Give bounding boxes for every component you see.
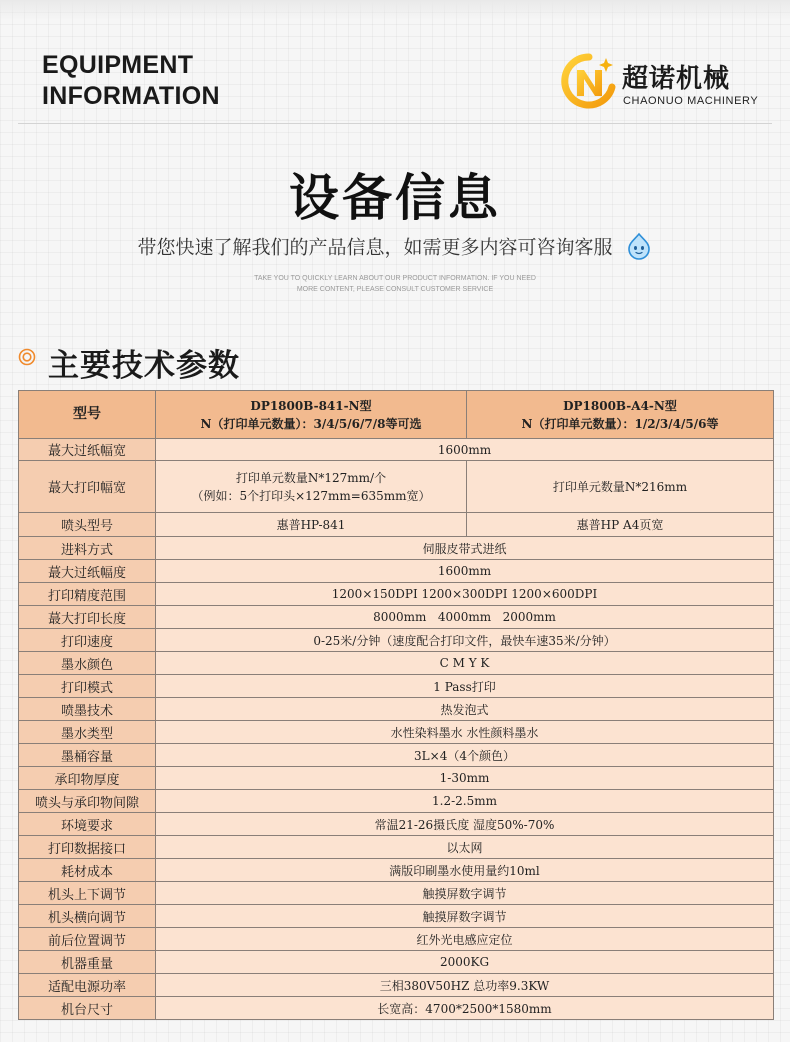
table-row [19, 882, 774, 905]
table-row [19, 951, 774, 974]
logo-chinese-name: 超诺机械 [622, 64, 731, 94]
row-value: 水性染料墨水 水性颜料墨水 [156, 721, 774, 744]
table-row [19, 744, 774, 767]
row-value: 1600mm [156, 439, 774, 461]
row-value: C M Y K [156, 652, 774, 675]
row-value: 三相380V50HZ 总功率9.3KW [156, 974, 774, 997]
table-row [19, 905, 774, 928]
header-model-label: 型号 [19, 391, 156, 439]
page-title: 设备信息 [289, 169, 501, 227]
row-value: 0-25米/分钟（速度配合打印文件，最快车速35米/分钟） [156, 629, 774, 652]
row-label: 耗材成本 [19, 859, 156, 882]
row-label: 墨桶容量 [19, 744, 156, 767]
row-label: 机头上下调节 [19, 882, 156, 905]
table-row [19, 790, 774, 813]
row-label: 喷墨技术 [19, 698, 156, 721]
subtitle-text: 带您快速了解我们的产品信息，如需更多内容可咨询客服 [137, 236, 613, 259]
row-label: 墨水类型 [19, 721, 156, 744]
row-label: 适配电源功率 [19, 974, 156, 997]
table-row [19, 997, 774, 1020]
table-row [19, 560, 774, 583]
table-row [19, 767, 774, 790]
row-value-a-line-1: 打印单元数量N*127mm/个 [235, 470, 387, 485]
eq-line-2: INFORMATION [42, 82, 220, 110]
table-row [19, 698, 774, 721]
model-b-units: N（打印单元数量）：1/2/3/4/5/6等 [521, 416, 719, 431]
row-label: 喷头型号 [19, 513, 156, 537]
row-label: 蕞大打印长度 [19, 606, 156, 629]
row-value: 红外光电感应定位 [156, 928, 774, 951]
equipment-information-heading [42, 50, 220, 112]
table-row [19, 513, 774, 537]
table-row [19, 606, 774, 629]
table-row [19, 813, 774, 836]
header-divider [18, 123, 772, 124]
customer-service-icon [625, 232, 653, 260]
row-label: 机头横向调节 [19, 905, 156, 928]
row-value: 1.2-2.5mm [156, 790, 774, 813]
table-header-row [19, 391, 774, 439]
row-value: 热发泡式 [156, 698, 774, 721]
row-label: 蕞大过纸幅宽 [19, 439, 156, 461]
table-row [19, 439, 774, 461]
row-label: 喷头与承印物间隙 [19, 790, 156, 813]
table-row [19, 583, 774, 606]
row-value: 触摸屏数字调节 [156, 905, 774, 928]
row-value: 1 Pass打印 [156, 675, 774, 698]
row-label: 蕞大过纸幅度 [19, 560, 156, 583]
row-value-a: 惠普HP-841 [156, 513, 467, 537]
row-value-a [156, 461, 467, 513]
row-value: 1-30mm [156, 767, 774, 790]
row-value: 满版印刷墨水使用量约10ml [156, 859, 774, 882]
row-label: 进料方式 [19, 537, 156, 560]
row-label: 蕞大打印幅宽 [19, 461, 156, 513]
row-label: 机器重量 [19, 951, 156, 974]
row-label: 环境要求 [19, 813, 156, 836]
row-label: 打印速度 [19, 629, 156, 652]
model-a-name: DP1800B-841-N型 [250, 398, 372, 413]
row-label: 打印数据接口 [19, 836, 156, 859]
row-value: 以太网 [156, 836, 774, 859]
row-label: 打印精度范围 [19, 583, 156, 606]
company-logo [560, 52, 760, 114]
row-value-a-line-2: （例如：5个打印头×127mm=635mm宽） [191, 488, 431, 503]
table-row [19, 928, 774, 951]
row-value: 8000mm 4000mm 2000mm [156, 606, 774, 629]
model-b-name: DP1800B-A4-N型 [563, 398, 677, 413]
english-subtitle-line-1: TAKE YOU TO QUICKLY LEARN ABOUT OUR PRODUCT INFORMATION. IF YOU NEED [254, 275, 536, 282]
row-value: 触摸屏数字调节 [156, 882, 774, 905]
table-row [19, 537, 774, 560]
table-row [19, 461, 774, 513]
table-row [19, 629, 774, 652]
table-row [19, 652, 774, 675]
row-value: 3L×4（4个颜色） [156, 744, 774, 767]
model-a-units: N（打印单元数量）：3/4/5/6/7/8等可选 [200, 416, 422, 431]
english-subtitle [0, 273, 790, 295]
table-row [19, 675, 774, 698]
row-value: 2000KG [156, 951, 774, 974]
english-subtitle-line-2: MORE CONTENT, PLEASE CONSULT CUSTOMER SERVICE [296, 286, 494, 293]
table-row [19, 859, 774, 882]
row-value: 长宽高：4700*2500*1580mm [156, 997, 774, 1020]
top-shade [0, 0, 790, 20]
header-model-a [156, 391, 467, 439]
target-circle-icon [18, 348, 36, 366]
table-row [19, 836, 774, 859]
spec-table [18, 390, 774, 1020]
row-value-b: 打印单元数量N*216mm [467, 461, 774, 513]
logo-mark-icon [560, 52, 618, 110]
table-row [19, 721, 774, 744]
table-row [19, 974, 774, 997]
logo-english-name: CHAONUO MACHINERY [623, 95, 759, 107]
eq-line-1: EQUIPMENT [42, 51, 194, 79]
row-label: 前后位置调节 [19, 928, 156, 951]
row-label: 墨水颜色 [19, 652, 156, 675]
row-value: 常温21-26摄氏度 湿度50%-70% [156, 813, 774, 836]
section-title: 主要技术参数 [48, 348, 240, 384]
header-model-b [467, 391, 774, 439]
row-value: 1600mm [156, 560, 774, 583]
row-value-b: 惠普HP A4页宽 [467, 513, 774, 537]
row-value: 伺服皮带式进纸 [156, 537, 774, 560]
row-label: 机台尺寸 [19, 997, 156, 1020]
row-value: 1200×150DPI 1200×300DPI 1200×600DPI [156, 583, 774, 606]
row-label: 承印物厚度 [19, 767, 156, 790]
row-label: 打印模式 [19, 675, 156, 698]
page-subtitle [0, 232, 790, 260]
